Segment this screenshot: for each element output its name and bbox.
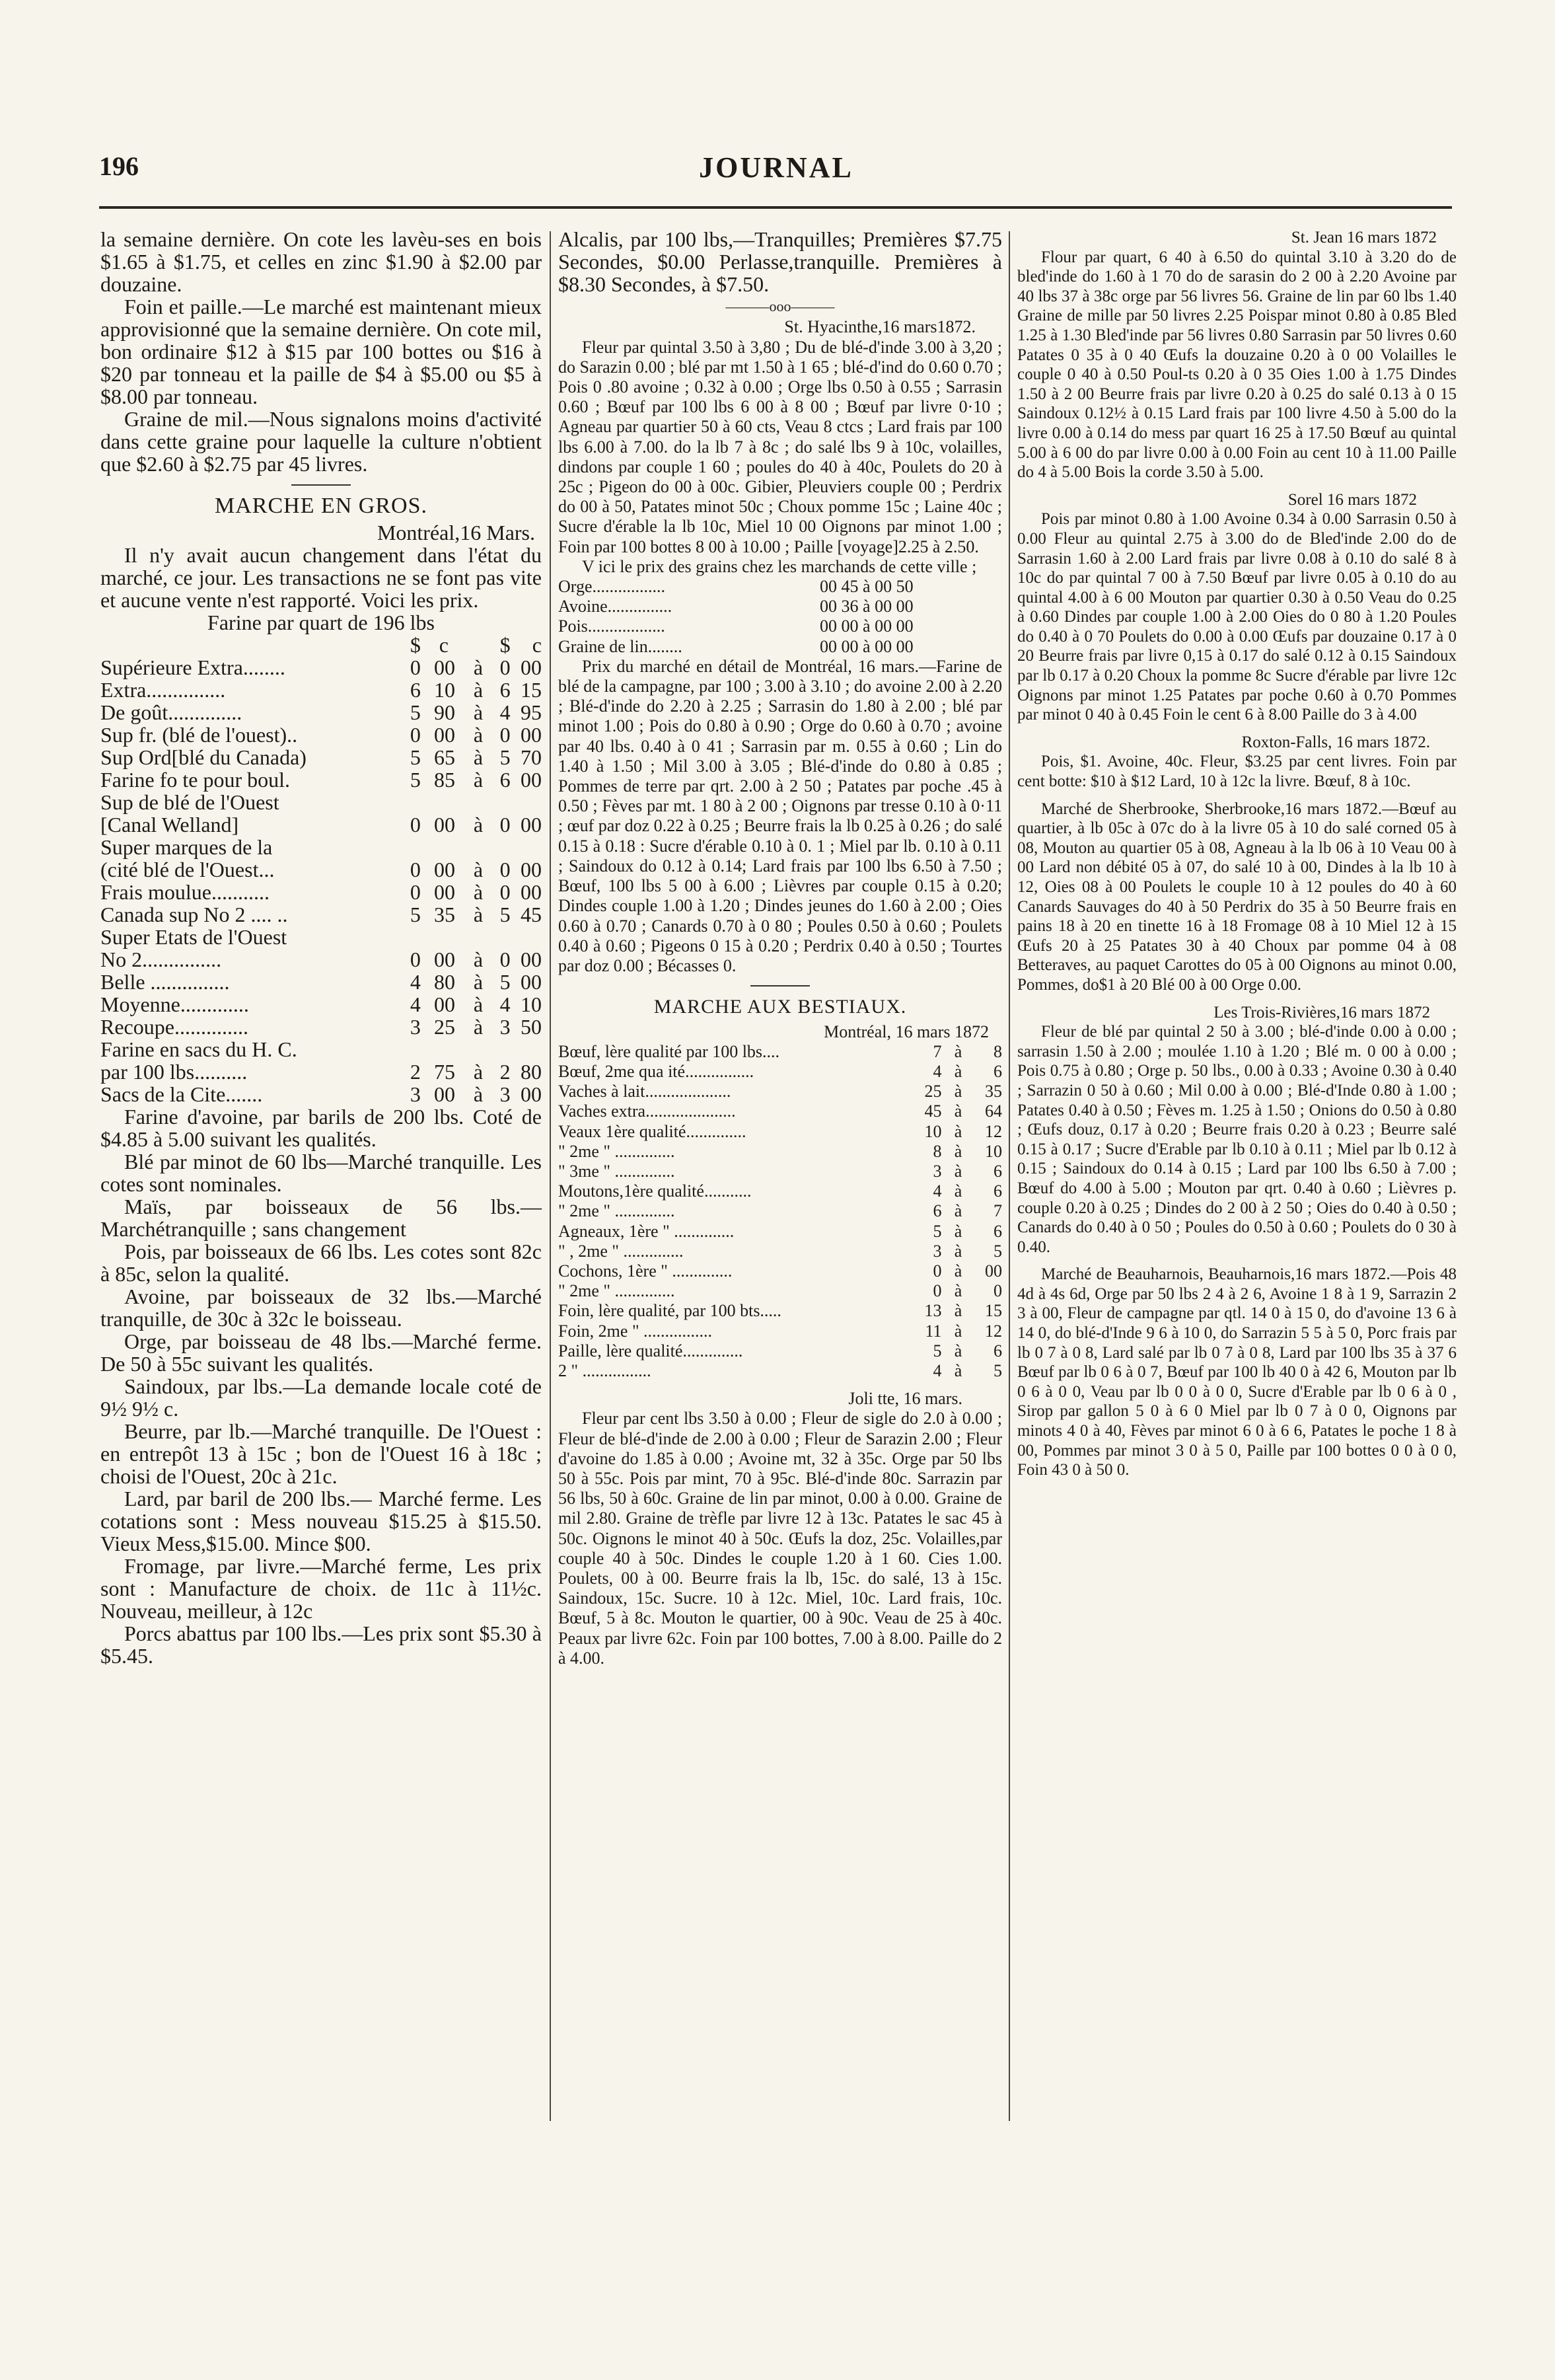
row-label: Farine en sacs du H. C.	[100, 1037, 297, 1061]
price: 3	[410, 1082, 421, 1106]
price: 0	[499, 880, 511, 904]
price: 12	[985, 1121, 1002, 1141]
price: 5	[994, 1360, 1002, 1380]
price: 64	[985, 1101, 1002, 1121]
price: 0	[410, 948, 421, 971]
paragraph: Alcalis, par 100 lbs,—Tranquilles; Premières $7.75 Secondes, $0.00 Perlasse,tranquille. Premières à $8.30 Secondes, à $7.50.	[558, 227, 1002, 296]
currency-row	[100, 634, 542, 656]
price: 25	[434, 1015, 455, 1039]
dateline: Sorel 16 mars 1872	[1287, 490, 1417, 509]
price: 6	[994, 1181, 1002, 1201]
price: 00 00 à 00 00	[820, 616, 914, 636]
dateline: Roxton-Falls, 16 mars 1872.	[1241, 733, 1430, 751]
table-row	[558, 1201, 1002, 1221]
currency-label: $	[499, 633, 511, 657]
price: 00	[521, 1082, 542, 1106]
table-row	[558, 1341, 1002, 1361]
grain-price-table	[558, 577, 914, 657]
price: 00	[521, 948, 542, 971]
paragraph: Graine de mil.—Nous signalons moins d'activité dans cette graine pour laquelle la culture n'obtient que $2.60 à $2.75 par 45 livres.	[100, 407, 542, 476]
table-row	[558, 1222, 1002, 1242]
range-sep: à	[954, 1141, 962, 1161]
range-sep: à	[473, 1060, 484, 1084]
row-label: Recoupe..............	[100, 1015, 248, 1039]
table-row	[558, 577, 914, 597]
paragraph: Pois, par boisseaux de 66 lbs. Les cotes sont 82c à 85c, selon la qualité.	[100, 1240, 542, 1286]
price: 45	[924, 1101, 942, 1121]
price: 00	[521, 768, 542, 792]
range-sep: à	[473, 813, 484, 837]
table-row	[100, 813, 542, 836]
table-row	[100, 1016, 542, 1038]
row-label: Supérieure Extra........	[100, 655, 285, 679]
paragraph: Pois par minot 0.80 à 1.00 Avoine 0.34 à 0.00 Sarrasin 0.50 à 0.00 Fleur au quintal 2.75 à 3.00 do de Bled'inde 2.00 do de Sarrasin 1.60 à 2.00 Lard frais par livre 0.08 à 0.10 do salé 8 à 10c do par quintal 7 00 à 7.50 Bœuf par livre 0.05 à 0.10 do au quintal 4.00 à 6 00 Mouton par quartier 0.30 à 0.50 Veau do 0.25 à 0.60 Dindes par couple 1.00 à 2.00 Oies do 0 80 à 1.20 Poules do 0.40 à 0 70 Poulets do 0.00 à 0.00 Œufs par douzaine 0.17 à 0 20 Beurre frais par livre 0,15 à 0.17 do salé 0.12 à 0.15 Saindoux par lb 0.17 à 0.20 Choux la pomme 8c Sucre d'érable par livre 12c Oignons par minot 1.25 Patates par poche 0.60 à 0.70 Pommes par minot 0 40 à 0.45 Foin le cent 6 à 8.00 Paille do 3 à 4.00	[1017, 510, 1457, 724]
paragraph: V ici le prix des grains chez les marchands de cette ville ;	[582, 556, 977, 576]
table-row	[558, 1042, 1002, 1062]
price: 0	[994, 1281, 1002, 1301]
table-row	[100, 1060, 542, 1083]
price: 00	[521, 858, 542, 881]
price: 45	[521, 903, 542, 926]
table-row	[100, 701, 542, 724]
paragraph: Farine d'avoine, par barils de 200 lbs. Coté de $4.85 à 5.00 suivant les qualités.	[100, 1105, 542, 1151]
paragraph: Marché de Beauharnois, Beauharnois,16 mars 1872.—Pois 48 4d à 4s 6d, Orge par 50 lbs 2 4 à 2 6, Avoine 1 8 à 1 9, Sarrazin 2 3 à 00, Fleur de campagne par qtl. 14 0 à 15 0, do d'avoine 13 6 à 14 0, do blé-d'Inde 9 6 à 10 0, do Sarrazin 5 5 à 5 0, Porc frais par lb 0 7 à 0 8, Lard salé par lb 0 7 à 0 8, Lard par 100 lbs 35 à 37 6 Bœuf par lb 0 6 à 0 7, Bœuf par 100 lb 40 0 à 42 6, Mouton par lb 0 6 à 0 0, Veau par lb 0 0 à 0 0, Sucre d'Erable par lb 0 6 à 0 , Sirop par gallon 5 0 à 6 0 Miel par lb 0 7 à 0 0, Oignons par minots 4 0 à 40, Fèves par minot 6 0 à 6 6, Patates le poche 1 8 à 00, Pommes par minot 3 0 à 5 0, Paille par 100 bottes 0 0 à 0 0, Foin 43 0 à 50 0.	[1017, 1265, 1457, 1479]
price: 00	[434, 813, 455, 837]
price: 8	[933, 1141, 942, 1161]
range-sep: à	[954, 1241, 962, 1261]
row-label: Canada sup No 2 .... ..	[100, 903, 288, 926]
table-row	[100, 903, 542, 926]
section-divider	[750, 985, 810, 986]
price: 50	[521, 1015, 542, 1039]
price: 3	[499, 1082, 511, 1106]
range-sep: à	[954, 1341, 962, 1360]
column-3	[1017, 228, 1457, 1480]
row-label: Bœuf, 2me qua ité................	[558, 1061, 754, 1081]
price: 0	[499, 655, 511, 679]
price: 00	[521, 880, 542, 904]
range-sep: à	[473, 903, 484, 926]
price: 00	[434, 1082, 455, 1106]
price: 00	[434, 948, 455, 971]
table-row	[100, 1038, 542, 1060]
price: 00 36 à 00 00	[820, 597, 914, 616]
row-label: [Canal Welland]	[100, 813, 239, 837]
price: 0	[410, 880, 421, 904]
price: 3	[499, 1015, 511, 1039]
row-label: " 2me " ..............	[558, 1201, 675, 1221]
range-sep: à	[473, 678, 484, 702]
price: 6	[499, 678, 511, 702]
price: 00 45 à 00 50	[820, 577, 914, 597]
range-sep: à	[473, 1082, 484, 1106]
currency-label: c	[439, 633, 449, 657]
table-row	[100, 746, 542, 768]
row-label: Bœuf, lère qualité par 100 lbs....	[558, 1041, 780, 1061]
price: 00	[985, 1261, 1002, 1281]
price: 00	[434, 655, 455, 679]
table-row	[558, 1361, 1002, 1381]
row-label: Graine de lin........	[558, 636, 682, 656]
price: 4	[499, 992, 511, 1016]
dateline: St. Jean 16 mars 1872	[1291, 229, 1437, 246]
price: 15	[521, 678, 542, 702]
paragraph: Beurre, par lb.—Marché tranquille. De l'Ouest : en entrepôt 13 à 15c ; bon de l'Ouest 16 à 18c ; choisi de l'Ouest, 20c à 21c.	[100, 1419, 542, 1488]
range-sep: à	[954, 1321, 962, 1341]
price: 5	[499, 970, 511, 994]
price: 10	[521, 992, 542, 1016]
price: 5	[499, 745, 511, 769]
price: 00	[521, 813, 542, 837]
row-label: (cité blé de l'Ouest...	[100, 858, 275, 881]
table-row	[100, 993, 542, 1016]
dateline: Les Trois-Rivières,16 mars 1872	[1213, 1003, 1430, 1022]
price: 5	[499, 903, 511, 926]
table-row	[558, 1062, 1002, 1082]
price: 00	[521, 723, 542, 747]
row-label: Foin, 2me " ................	[558, 1321, 713, 1341]
range-sep: à	[473, 723, 484, 747]
table-row	[558, 597, 914, 616]
paragraph: Flour par quart, 6 40 à 6.50 do quintal 3.10 à 3.20 do de bled'inde do 1.60 à 1 70 do de sarasin do 2 00 à 2.20 Avoine par 40 lbs 37 à 38c orge par 56 livres 56. Graine de lin par 60 lbs 1.40 Graine de mille par 50 livres 2.25 Poispar minot 0.80 à 0.85 Bled 1.25 à 1.30 Bled'inde par 56 livres 0.80 Sarrasin par 50 livres 0.60 Patates 0 35 à 0 40 Œufs la douzaine 0.20 à 0 00 Volailles le couple 0 40 à 0.50 Poul-ts 0.20 à 0 35 Oies 1.00 à 1.75 Dindes 1.50 à 2 00 Beurre frais par livre 0.20 à 0.25 do salé 0.13 à 0 15 Saindoux 0.12½ à 0.15 Lard frais par 100 livre 4.50 à 5.00 do la livre 0.00 à 0.14 do mess par quart 16 25 à 17.50 Bœuf au quintal 5.00 à 6 00 do par livre 0.00 à 0.00 Foin au cent 10 à 11.00 Paille do 4 à 5.00 Bois la corde 3.50 à 5.00.	[1017, 248, 1457, 482]
paragraph: Fromage, par livre.—Marché ferme, Les prix sont : Manufacture de choix. de 11c à 11½c. Nouveau, meilleur, à 12c	[100, 1554, 542, 1623]
price: 95	[521, 700, 542, 724]
currency-label: $	[410, 633, 421, 657]
row-label: Moutons,1ère qualité...........	[558, 1181, 752, 1201]
price: 10	[924, 1121, 942, 1141]
price: 4	[410, 992, 421, 1016]
column-divider	[1009, 231, 1010, 2121]
dateline: St. Hyacinthe,16 mars1872.	[784, 317, 976, 337]
range-sep: à	[954, 1161, 962, 1181]
price: 6	[994, 1221, 1002, 1241]
ornament-divider: ———ooo———	[725, 298, 835, 315]
price: 35	[434, 903, 455, 926]
flour-price-table	[100, 634, 542, 1105]
price: 7	[933, 1041, 942, 1061]
section-divider	[291, 484, 351, 486]
table-row	[558, 1101, 1002, 1121]
table-row	[558, 1162, 1002, 1181]
range-sep: à	[473, 745, 484, 769]
table-row	[100, 791, 542, 813]
price: 8	[994, 1041, 1002, 1061]
price: 6	[410, 678, 421, 702]
row-label: Belle ...............	[100, 970, 230, 994]
paragraph: la semaine dernière. On cote les lavèu-ses en bois $1.65 à $1.75, et celles en zinc $1.90 à $2.00 par douzaine.	[100, 227, 542, 296]
row-label: " , 2me " ..............	[558, 1241, 684, 1261]
price: 6	[994, 1061, 1002, 1081]
table-row	[558, 1321, 1002, 1341]
price: 5	[933, 1221, 942, 1241]
price: 70	[521, 745, 542, 769]
price: 0	[933, 1261, 942, 1281]
paragraph: Fleur de blé par quintal 2 50 à 3.00 ; blé-d'inde 0.00 à 0.00 ; sarrasin 1.50 à 2.00 ; moulée 1.10 à 1.20 ; Blé m. 0 00 à 0.00 ; Pois 0.75 à 0.80 ; Orge p. 50 lbs., 0.00 à 0.33 ; Avoine 0.30 à 0.40 ; Sarrazin 0 50 à 0.60 ; Mil 0.00 à 0.00 ; Blé-d'Inde 0.80 à 1.00 ; Patates 0.40 à 0.50 ; Fèves m. 1.25 à 1.50 ; Onions do 0.50 à 0.80 ; Œufs douz, 0.17 à 0.20 ; Beurre frais 0.20 à 0.23 ; Beurre salé 0.15 à 0.17 ; Sucre d'Erable par lb 0.10 à 0.11 ; Miel par lb 0.12 à 0.15 ; Saindoux do 0.14 à 0.15 ; Lard par 100 lbs 6.50 à 7.00 ; Bœuf do 4.00 à 5.00 ; Mouton par qrt. 0.40 à 0.60 ; Lièvres p. couple 0.20 à 0.25 ; Dindes do 2 00 à 2 50 ; Oies do 0.40 à 0.50 ; Canards do 0.40 à 0 50 ; Poules do 0.50 à 0.60 ; Poulets do 0 30 à 0.40.	[1017, 1023, 1457, 1256]
page-header	[99, 151, 1453, 197]
row-label: Cochons, 1ère " ..............	[558, 1261, 733, 1281]
price: 4	[933, 1181, 942, 1201]
dateline: Montréal, 16 mars 1872	[824, 1022, 989, 1041]
paragraph: Avoine, par boisseaux de 32 lbs.—Marché tranquille, de 30c à 32c le boisseau.	[100, 1284, 542, 1331]
table-row	[558, 637, 914, 657]
price: 85	[434, 768, 455, 792]
section-heading: MARCHE EN GROS.	[215, 494, 427, 518]
paragraph: Porcs abattus par 100 lbs.—Les prix sont $5.30 à $5.45.	[100, 1621, 542, 1668]
range-sep: à	[473, 700, 484, 724]
table-row	[558, 616, 914, 636]
paragraph: Fleur par cent lbs 3.50 à 0.00 ; Fleur de sigle do 2.0 à 0.00 ; Fleur de blé-d'inde de 2.00 à 0.00 ; Fleur de Sarazin 2.00 ; Fleur d'avoine do 1.85 à 0.00 ; Avoine mt, 32 à 35c. Orge par 50 lbs 50 à 55c. Pois par mint, 70 à 95c. Blé-d'inde 80c. Sarrazin par 56 lbs, 50 à 60c. Graine de lin par minot, 0.00 à 0.00. Graine de mil 2.80. Graine de trèfle par livre 12 à 13c. Patates le sac 45 à 50c. Oignons le minot 40 à 50c. Œufs la doz, 25c. Volailles,par couple 40 à 50c. Dindes le couple 1.20 à 1 60. Cies 1.00. Poulets, 00 à 00. Beurre frais la lb, 15c. do salé, 13 à 15c. Saindoux, 15c. Sucre. 10 à 12c. Miel, 10c. Lard frais, 10c. Bœuf, 5 à 8c. Mouton le quartier, 00 à 90c. Veau de 25 à 40c. Peaux par livre 62c. Foin par 100 bottes, 7.00 à 8.00. Paille do 2 à 4.00.	[558, 1409, 1002, 1668]
price: 5	[410, 745, 421, 769]
table-row	[100, 679, 542, 701]
range-sep: à	[954, 1221, 962, 1241]
table-row	[100, 971, 542, 993]
range-sep: à	[954, 1101, 962, 1121]
price: 0	[410, 813, 421, 837]
price: 4	[933, 1360, 942, 1380]
price: 0	[499, 813, 511, 837]
row-label: Extra...............	[100, 678, 226, 702]
page-number: 196	[99, 151, 139, 181]
price: 80	[434, 970, 455, 994]
row-label: Pois..................	[558, 616, 665, 636]
range-sep: à	[954, 1041, 962, 1061]
price: 6	[499, 768, 511, 792]
price: 7	[994, 1201, 1002, 1221]
dateline: Montréal,16 Mars.	[377, 521, 535, 544]
row-label: " 2me " ..............	[558, 1141, 675, 1161]
price: 15	[985, 1301, 1002, 1321]
table-row	[558, 1142, 1002, 1162]
row-label: " 2me " ..............	[558, 1281, 675, 1301]
row-label: Paille, lère qualité..............	[558, 1341, 743, 1360]
table-row	[100, 836, 542, 858]
price: 11	[925, 1321, 942, 1341]
price: 75	[434, 1060, 455, 1084]
range-sep: à	[473, 858, 484, 881]
row-label: Vaches à lait....................	[558, 1082, 731, 1101]
row-label: Sup fr. (blé de l'ouest)..	[100, 723, 298, 747]
row-label: Sup Ord[blé du Canada)	[100, 745, 307, 769]
paragraph: Il n'y avait aucun changement dans l'état du marché, ce jour. Les transactions ne se font pas vite et aucune vente n'est rapporté. Voici les prix.	[100, 543, 542, 612]
table-row	[100, 926, 542, 948]
row-label: Vaches extra.....................	[558, 1101, 736, 1121]
price: 00	[521, 970, 542, 994]
table-row	[100, 881, 542, 903]
paragraph: Fleur par quintal 3.50 à 3,80 ; Du de blé-d'inde 3.00 à 3,20 ; do Sarazin 0.00 ; blé par mt 1.50 à 1 65 ; blé-d'ind do 0.60 0.70 ; Pois 0 .80 avoine ; 0.32 à 0.00 ; Orge lbs 0.50 à 0.55 ; Sarrasin 0.60 ; Bœuf par 100 lbs 6 00 à 8 00 ; Bœuf par livre 0·10 ; Agneau par quartier 50 à 60 cts, Veau 8 ctcs ; Lard frais par 100 lbs 6.00 à 7.00. do la lb 7 à 8c ; do salé lbs 9 à 10c, volailles, dindons par couple 1 60 ; poules do 40 à 40c, Poulets do 20 à 25c ; Pigeon do 00 à 00c. Gibier, Pleuviers couple 00 ; Perdrix do 00 à 50, Patates minot 50c ; Choux pomme 15c ; Laine 40c ; Sucre d'érable la lb 10c, Miel 10 00 Oignons par minot 1.00 ; Foin par 100 bottes 8 00 à 10.00 ; Paille [voyage]2.25 à 2.50.	[558, 337, 1002, 556]
column-1	[100, 228, 542, 1667]
section-heading: MARCHE AUX BESTIAUX.	[653, 996, 907, 1018]
table-row	[558, 1261, 1002, 1281]
price: 3	[410, 1015, 421, 1039]
price: 3	[933, 1161, 942, 1181]
price: 0	[410, 723, 421, 747]
table-row	[100, 948, 542, 971]
table-row	[100, 656, 542, 679]
row-label: par 100 lbs..........	[100, 1060, 248, 1084]
range-sep: à	[473, 970, 484, 994]
table-row	[100, 858, 542, 881]
price: 0	[499, 948, 511, 971]
journal-title: JOURNAL	[699, 151, 853, 184]
price: 4	[499, 700, 511, 724]
price: 6	[933, 1201, 942, 1221]
range-sep: à	[954, 1201, 962, 1221]
table-row	[558, 1281, 1002, 1301]
price: 5	[994, 1241, 1002, 1261]
header-rule	[99, 206, 1452, 209]
range-sep: à	[473, 880, 484, 904]
price: 00 00 à 00 00	[820, 636, 914, 656]
price: 00	[434, 880, 455, 904]
row-label: Avoine...............	[558, 597, 672, 616]
price: 2	[410, 1060, 421, 1084]
column-2	[558, 228, 1002, 1668]
range-sep: à	[473, 655, 484, 679]
price: 12	[985, 1321, 1002, 1341]
column-divider	[550, 231, 551, 2121]
range-sep: à	[473, 992, 484, 1016]
row-label: 2 " ................	[558, 1360, 651, 1380]
range-sep: à	[954, 1082, 962, 1101]
price: 3	[933, 1241, 942, 1261]
paragraph: Maïs, par boisseaux de 56 lbs.—Marchétranquille ; sans changement	[100, 1195, 542, 1241]
price: 5	[410, 700, 421, 724]
price: 13	[924, 1301, 942, 1321]
row-label: Super marques de la	[100, 835, 273, 859]
table-heading: Farine par quart de 196 lbs	[207, 611, 435, 634]
dateline: Joli tte, 16 mars.	[848, 1389, 962, 1409]
range-sep: à	[473, 768, 484, 792]
price: 00	[434, 858, 455, 881]
paragraph: Prix du marché en détail de Montréal, 16 mars.—Farine de blé de la campagne, par 100 ; 3.00 à 3.10 ; do avoine 2.00 à 2.20 ; Blé-d'inde do 2.20 à 2.25 ; Sarrasin do 1.80 à 2.00 ; blé par minot 1.00 ; Pois do 0.80 à 0.90 ; Orge do 0.60 à 0.70 ; avoine par 40 lbs. 0.40 à 0 41 ; Sarrasin par m. 0.55 à 0.60 ; Lin do 1.40 à 1.50 ; Mil 3.00 à 3.05 ; Blé-d'inde do 0.80 à 0.85 ; Pommes de terre par qrt. 2.00 à 2 50 ; Patates par poche .45 à 0.50 ; Fèves par mt. 1 80 à 2 00 ; Oignons par tresse 0.10 à 0·11 ; œuf par doz 0.22 à 0.25 ; Beurre frais la lb 0.25 à 0.26 ; do salé 0.15 à 0.18 : Sucre d'érable 0.10 à 0. 1 ; Miel par lb. 0.10 à 0.11 ; Saindoux do 0.12 à 0.14; Lard frais par 100 lbs 6.50 à 7.50 ; Bœuf, 100 lbs 5 00 à 6.00 ; Lièvres par couple 0.15 à 0.20; Dindes couple 1.00 à 1.20 ; Dindes jeunes do 1.60 à 2.00 ; Oies 0.60 à 0.70 ; Canards 0.70 à 0 80 ; Poules 0.50 à 0.60 ; Poulets 0.40 à 0.60 ; Pigeons 0 15 à 0.20 ; Perdrix 0.40 à 0.50 ; Tourtes par doz 0.00 ; Bécasses 0.	[558, 656, 1002, 975]
range-sep: à	[954, 1360, 962, 1380]
table-row	[100, 1083, 542, 1105]
range-sep: à	[473, 1015, 484, 1039]
row-label: Foin, lère qualité, par 100 bts.....	[558, 1301, 781, 1321]
row-label: " 3me " ..............	[558, 1161, 675, 1181]
price: 0	[499, 723, 511, 747]
row-label: Frais moulue...........	[100, 880, 270, 904]
price: 80	[521, 1060, 542, 1084]
price: 5	[410, 768, 421, 792]
table-row	[558, 1301, 1002, 1321]
paragraph: Saindoux, par lbs.—La demande locale coté de 9½ 9½ c.	[100, 1374, 542, 1421]
price: 4	[933, 1061, 942, 1081]
row-label: Sup de blé de l'Ouest	[100, 790, 279, 814]
price: 00	[434, 723, 455, 747]
row-label: Orge.................	[558, 577, 666, 597]
range-sep: à	[473, 948, 484, 971]
price: 0	[933, 1281, 942, 1301]
price: 10	[434, 678, 455, 702]
row-label: Agneaux, 1ère " ..............	[558, 1221, 735, 1241]
row-label: Moyenne.............	[100, 992, 249, 1016]
row-label: Sacs de la Cite.......	[100, 1082, 263, 1106]
range-sep: à	[954, 1281, 962, 1301]
table-row	[558, 1082, 1002, 1101]
price: 25	[924, 1082, 942, 1101]
range-sep: à	[954, 1301, 962, 1321]
price: 0	[410, 858, 421, 881]
table-row	[100, 724, 542, 746]
paragraph: Pois, $1. Avoine, 40c. Fleur, $3.25 par cent livres. Foin par cent botte: $10 à $12 Lard, 10 à 12c la livre. Bœuf, 8 à 10c.	[1017, 753, 1457, 791]
price: 6	[994, 1161, 1002, 1181]
range-sep: à	[954, 1261, 962, 1281]
price: 90	[434, 700, 455, 724]
paragraph: Lard, par baril de 200 lbs.— Marché ferme. Les cotations sont : Mess nouveau $15.25 à $15.50. Vieux Mess,$15.00. Mince $00.	[100, 1487, 542, 1555]
range-sep: à	[954, 1181, 962, 1201]
table-row	[558, 1122, 1002, 1142]
table-row	[558, 1181, 1002, 1201]
price: 0	[410, 655, 421, 679]
price: 4	[410, 970, 421, 994]
price: 0	[499, 858, 511, 881]
price: 00	[434, 992, 455, 1016]
price: 10	[985, 1141, 1002, 1161]
cattle-price-table	[558, 1042, 1002, 1381]
paragraph: Foin et paille.—Le marché est maintenant mieux approvisionné que la semaine dernière. On cote mil, bon ordinaire $12 à $15 par 100 bottes ou $16 à $20 par tonneau et la paille de $4 à $5.00 ou $5 à $8.00 par tonneau.	[100, 295, 542, 408]
row-label: De goût..............	[100, 700, 242, 724]
price: 5	[933, 1341, 942, 1360]
price: 00	[521, 655, 542, 679]
paragraph: Blé par minot de 60 lbs—Marché tranquille. Les cotes sont nominales.	[100, 1150, 542, 1196]
range-sep: à	[954, 1061, 962, 1081]
paragraph: Orge, par boisseau de 48 lbs.—Marché ferme. De 50 à 55c suivant les qualités.	[100, 1329, 542, 1376]
row-label: Farine fo te pour boul.	[100, 768, 291, 792]
price: 2	[499, 1060, 511, 1084]
range-sep: à	[954, 1121, 962, 1141]
currency-label: c	[532, 633, 542, 657]
price: 6	[994, 1341, 1002, 1360]
table-row	[558, 1242, 1002, 1261]
row-label: No 2...............	[100, 948, 222, 971]
row-label: Super Etats de l'Ouest	[100, 925, 287, 949]
row-label: Veaux 1ère qualité..............	[558, 1121, 746, 1141]
table-row	[100, 768, 542, 791]
price: 35	[985, 1082, 1002, 1101]
paragraph: Marché de Sherbrooke, Sherbrooke,16 mars 1872.—Bœuf au quartier, à lb 05c à 07c do à la livre 05 à 10 do salé corned 05 à 08, Mouton au quartier 05 à 08, Agneau à la lb 06 à 10 Veau 00 à 00 Lard non débité 05 à 07, do salé 10 à 00, Dindes à la lb 10 à 12, Oies 08 à 00 Poulets le couple 10 à 12 poules do 40 à 60 Canards Sauvages do 40 à 50 Perdrix do 35 à 50 Beurre frais en pains 18 à 20 en tinette 16 à 18 Fromage 08 à 10 Miel 12 à 15 Œufs 20 à 25 Patates 30 à 40 Choux par pomme 04 à 08 Betteraves, au paquet Carottes do 05 à 00 Oignons au minot 0.00, Pommes, do$1 à 20 Blé 00 à 00 Orge 0.00.	[1017, 800, 1457, 994]
price: 5	[410, 903, 421, 926]
price: 65	[434, 745, 455, 769]
